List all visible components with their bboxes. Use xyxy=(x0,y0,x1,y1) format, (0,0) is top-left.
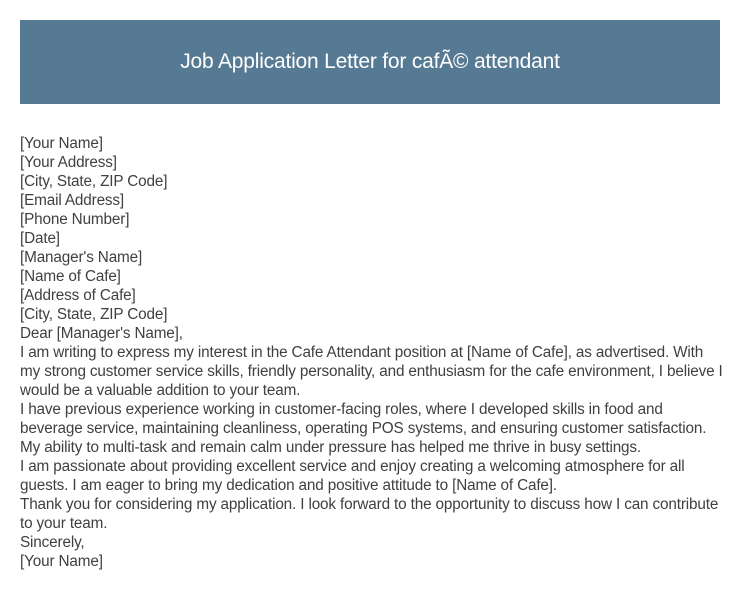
paragraph-passion: I am passionate about providing excellent service and enjoy creating a welcoming atmosphere for all guests. I am eager to bring my dedication and positive attitude to [Name of Cafe]. xyxy=(20,458,685,494)
signature: [Your Name] xyxy=(20,553,103,570)
letter-date: [Date] xyxy=(20,230,60,247)
recipient-city-state-zip: [City, State, ZIP Code] xyxy=(20,306,168,323)
sender-city-state-zip: [City, State, ZIP Code] xyxy=(20,173,168,190)
paragraph-intro: I am writing to express my interest in the Cafe Attendant position at [Name of Cafe], as advertised. With my strong customer service skills, friendly personality, and enthusiasm for the cafe environment, I believe I would be a valuable addition to your team. xyxy=(20,344,723,399)
salutation: Dear [Manager's Name], xyxy=(20,325,183,342)
paragraph-experience: I have previous experience working in customer-facing roles, where I developed skills in food and beverage service, maintaining cleanliness, operating POS systems, and ensuring customer satisfaction. My ability to multi-task and remain calm under pressure has helped me thrive in busy settings. xyxy=(20,401,707,456)
title-banner xyxy=(20,20,720,104)
letter-body xyxy=(20,134,725,571)
recipient-name: [Manager's Name] xyxy=(20,249,143,266)
closing: Sincerely, xyxy=(20,534,85,551)
sender-phone: [Phone Number] xyxy=(20,211,130,228)
sender-name: [Your Name] xyxy=(20,135,103,152)
sender-email: [Email Address] xyxy=(20,192,125,209)
sender-address: [Your Address] xyxy=(20,154,117,171)
recipient-address: [Address of Cafe] xyxy=(20,287,136,304)
paragraph-thanks: Thank you for considering my application. I look forward to the opportunity to discuss how I can contribute to your team. xyxy=(20,496,719,532)
page-title: Job Application Letter for cafÃ© attendant xyxy=(180,50,560,73)
recipient-cafe-name: [Name of Cafe] xyxy=(20,268,121,285)
